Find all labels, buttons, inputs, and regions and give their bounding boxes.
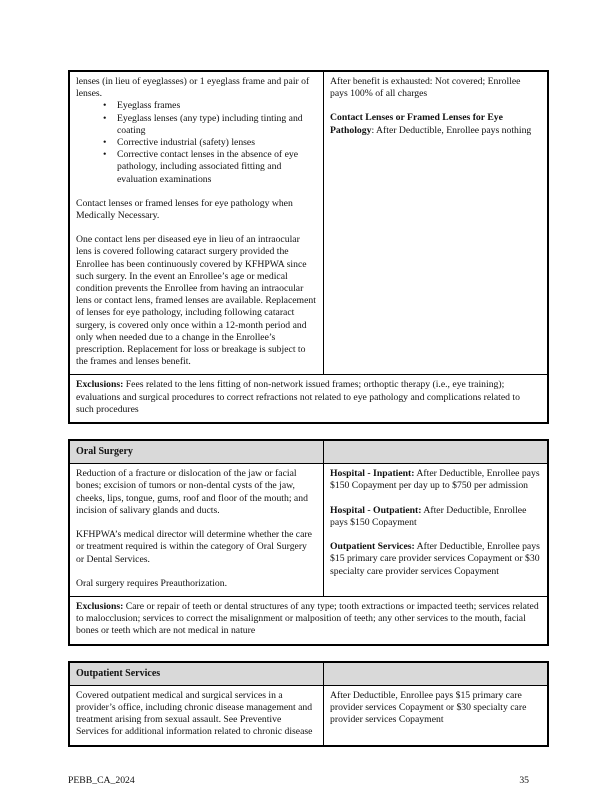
hospital-outpatient-label: Hospital - Outpatient: <box>330 504 422 516</box>
oral-surgery-description: Reduction of a fracture or dislocation of the jaw or facial bones; excision of tumors or non-dental cysts of the jaw, cheeks, lips, tongue, gums, roof and floor of the mouth; and incision of salivary glands and ducts. <box>76 468 308 516</box>
outpatient-services-rest: After Deductible, Enrollee pays $15 primary care provider services Copayment or $30 specialty care provider services Copayment <box>330 541 540 577</box>
vision-exclusions-row <box>70 374 547 422</box>
vision-cost-cell <box>324 72 547 374</box>
hospital-inpatient-rest: After Deductible, Enrollee pays $150 Copayment per day up to $750 per admission <box>330 468 540 492</box>
hospital-outpatient-rest: After Deductible, Enrollee pays $150 Copayment <box>330 504 527 528</box>
hospital-inpatient-cost <box>330 468 540 492</box>
vision-benefits-row <box>70 72 547 374</box>
vision-contact-lens-text: One contact lens per diseased eye in lieu of an intraocular lens is covered following cataract surgery provided the Enrollee has been continuously covered by KFHPWA since such surgery. In the event an Enrollee’s age or medical condition prevents the Enrollee from having an intraocular lens or contact lens, framed lenses are available. Replacement of lenses for eye pathology, including following cataract surgery, is covered only once within a 12-month period and only when needed due to a change in the Enrollee’s prescription. Replacement for loss or breakage is subject to the frames and lenses benefit. <box>76 234 316 368</box>
bullet-item: • Corrective contact lenses in the absence of eye pathology, including associated fitting and evaluation examinations <box>103 149 316 186</box>
outpatient-services-coverage-cell <box>70 686 324 745</box>
outpatient-services-description: Covered outpatient medical and surgical services in a provider’s office, including chronic disease management and treatment arising from sexual assault. See Preventive Services for additional information related to chronic disease <box>76 689 313 738</box>
vision-exclusions-label: Exclusions: <box>76 379 124 391</box>
outpatient-services-title: Outpatient Services <box>70 663 324 685</box>
outpatient-services-cost-text: After Deductible, Enrollee pays $15 primary care provider services Copayment or $30 specialty care provider services Copayment <box>330 689 527 726</box>
oral-surgery-exclusions-text <box>76 601 540 638</box>
outpatient-services-header-empty-cell <box>324 663 547 685</box>
oral-surgery-coverage-cell <box>70 464 324 596</box>
outpatient-services-label: Outpatient Services: <box>330 541 415 553</box>
page-footer <box>68 775 549 787</box>
vision-benefits-table <box>68 70 549 424</box>
outpatient-services-table <box>68 661 549 747</box>
oral-surgery-preauth-text: Oral surgery requires Preauthorization. <box>76 577 228 589</box>
oral-surgery-exclusions-label: Exclusions: <box>76 600 124 612</box>
oral-surgery-director-text: KFHPWA’s medical director will determine whether the care or treatment required is within the category of Oral Surgery or Dental Services. <box>76 529 312 565</box>
footer-document-id: PEBB_CA_2024 <box>68 774 135 786</box>
footer-page-number: 35 <box>519 774 529 786</box>
bullet-item: • Eyeglass frames <box>103 100 316 112</box>
hospital-outpatient-cost <box>330 505 540 529</box>
outpatient-services-cost-cell <box>324 686 547 745</box>
oral-surgery-exclusions-body: Care or repair of teeth or dental structures of any type; tooth extractions or impacted teeth; services related to malocclusion; services to correct the misalignment or malposition of teeth; any other services to the mouth, facial bones or teeth which are not medical in nature <box>76 600 539 637</box>
oral-surgery-table <box>68 439 549 645</box>
vision-pathology-text: Contact lenses or framed lenses for eye pathology when Medically Necessary. <box>76 197 293 222</box>
bullet-item: • Corrective industrial (safety) lenses <box>103 137 316 149</box>
oral-surgery-exclusions-row <box>70 596 547 644</box>
outpatient-services-header-row <box>70 663 547 686</box>
vision-eye-pathology-rest: : After Deductible, Enrollee pays nothing <box>371 124 532 136</box>
hospital-inpatient-label: Hospital - Inpatient: <box>330 468 415 480</box>
outpatient-services-content-row <box>70 686 547 745</box>
vision-coverage-cell <box>70 72 324 374</box>
outpatient-services-cost <box>330 541 540 578</box>
oral-surgery-cost-cell <box>324 464 547 596</box>
oral-surgery-header-empty-cell <box>324 441 547 463</box>
oral-surgery-title: Oral Surgery <box>70 441 324 463</box>
vision-eye-pathology-cost <box>330 112 540 136</box>
vision-exclusions-text <box>76 379 540 416</box>
vision-intro-text: lenses (in lieu of eyeglasses) or 1 eyeglass frame and pair of lenses. <box>76 76 310 100</box>
vision-exclusions-body: Fees related to the lens fitting of non-network issued frames; orthoptic therapy (i.e., eye training); evaluations and surgical procedures to correct refractions not related to eye pathology and complications related to such procedures <box>76 379 520 415</box>
bullet-item: • Eyeglass lenses (any type) including tinting and coating <box>103 113 316 137</box>
vision-bullet-list <box>76 100 316 185</box>
oral-surgery-header-row <box>70 441 547 464</box>
oral-surgery-content-row <box>70 464 547 596</box>
vision-exhausted-text: After benefit is exhausted: Not covered; Enrollee pays 100% of all charges <box>330 76 521 100</box>
vision-eye-pathology-label: Contact Lenses or Framed Lenses for Eye Pathology <box>330 112 503 136</box>
